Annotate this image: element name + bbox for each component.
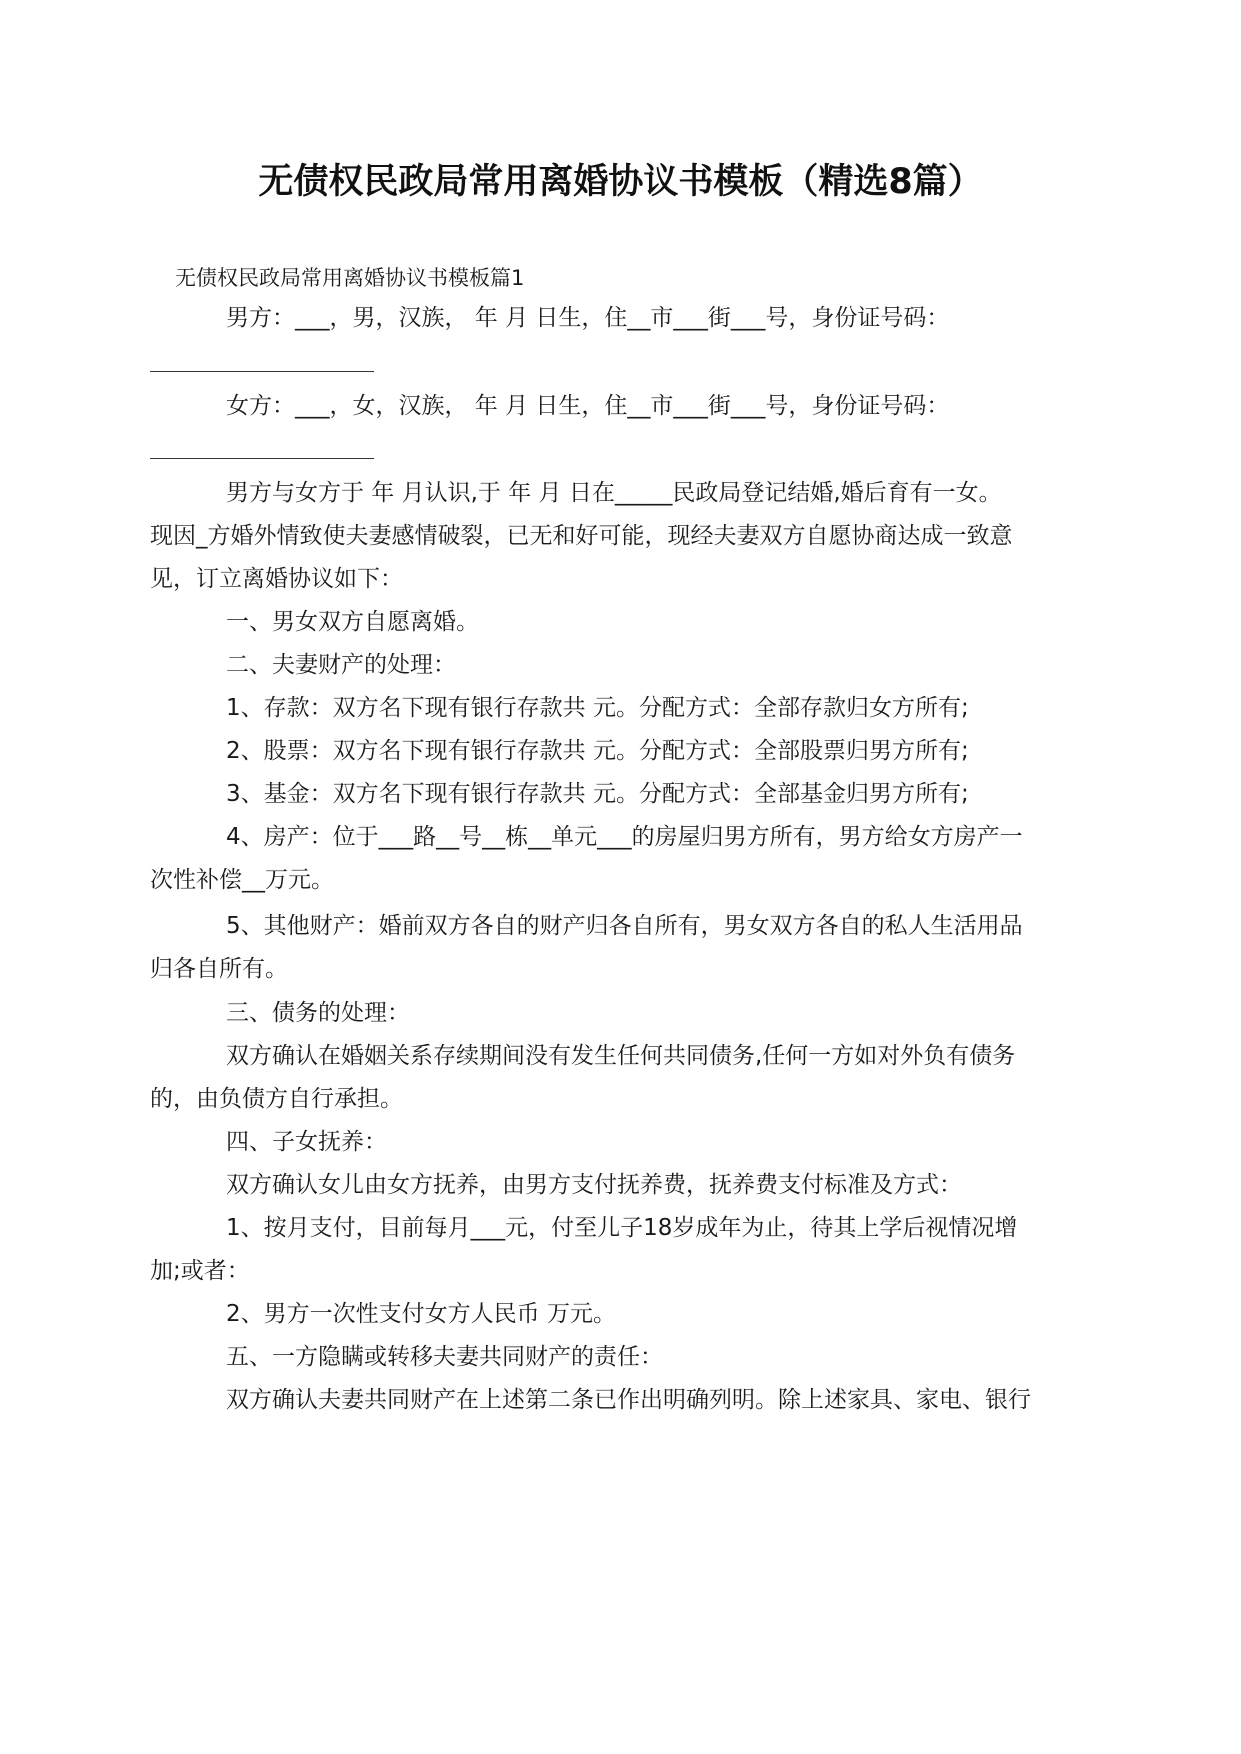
clause-heading: 二、夫妻财产的处理：: [226, 652, 456, 678]
paragraph-line: 见，订立离婚协议如下：: [150, 566, 403, 592]
clause-heading: 四、子女抚养：: [226, 1129, 387, 1155]
list-item: 4、房产：位于___路__号__栋__单元___的房屋归男方所有，男方给女方房产一: [226, 824, 1023, 850]
paragraph-line: 男方与女方于 年 月认识,于 年 月 日在_____民政局登记结婚,婚后育有一女。: [226, 480, 1002, 506]
document-title: 无债权民政局常用离婚协议书模板（精选8篇）: [258, 162, 983, 202]
paragraph-line: 男方：___，男，汉族， 年 月 日生，住__市___街___号，身份证号码：: [226, 305, 950, 331]
list-item: 1、按月支付，目前每月___元，付至儿子18岁成年为止，待其上学后视情况增: [226, 1215, 1018, 1241]
id-number-blank-rule: [150, 371, 374, 372]
list-item: 5、其他财产：婚前双方各自的财产归各自所有，男女双方各自的私人生活用品: [226, 913, 1023, 939]
paragraph-line: 双方确认在婚姻关系存续期间没有发生任何共同债务,任何一方如对外负有债务: [226, 1043, 1016, 1069]
paragraph-line: 女方：___，女，汉族， 年 月 日生，住__市___街___号，身份证号码：: [226, 393, 950, 419]
clause-heading: 五、一方隐瞒或转移夫妻共同财产的责任：: [226, 1344, 663, 1370]
id-number-blank-rule: [150, 458, 374, 459]
paragraph-line: 加;或者：: [150, 1258, 250, 1284]
list-item: 2、男方一次性支付女方人民币 万元。: [226, 1301, 616, 1327]
paragraph-line: 次性补偿__万元。: [150, 867, 334, 893]
list-item: 3、基金：双方名下现有银行存款共 元。分配方式：全部基金归男方所有;: [226, 781, 969, 807]
clause-heading: 一、男女双方自愿离婚。: [226, 609, 479, 635]
list-item: 1、存款：双方名下现有银行存款共 元。分配方式：全部存款归女方所有;: [226, 695, 969, 721]
section-heading: 无债权民政局常用离婚协议书模板篇1: [175, 266, 525, 290]
paragraph-line: 双方确认女儿由女方抚养，由男方支付抚养费，抚养费支付标准及方式：: [226, 1172, 962, 1198]
paragraph-line: 归各自所有。: [150, 956, 288, 982]
paragraph-line: 的，由负债方自行承担。: [150, 1086, 403, 1112]
paragraph-line: 现因_方婚外情致使夫妻感情破裂，已无和好可能，现经夫妻双方自愿协商达成一致意: [150, 523, 1013, 549]
clause-heading: 三、债务的处理：: [226, 1000, 410, 1026]
list-item: 2、股票：双方名下现有银行存款共 元。分配方式：全部股票归男方所有;: [226, 738, 969, 764]
paragraph-line: 双方确认夫妻共同财产在上述第二条已作出明确列明。除上述家具、家电、银行: [226, 1387, 1031, 1413]
